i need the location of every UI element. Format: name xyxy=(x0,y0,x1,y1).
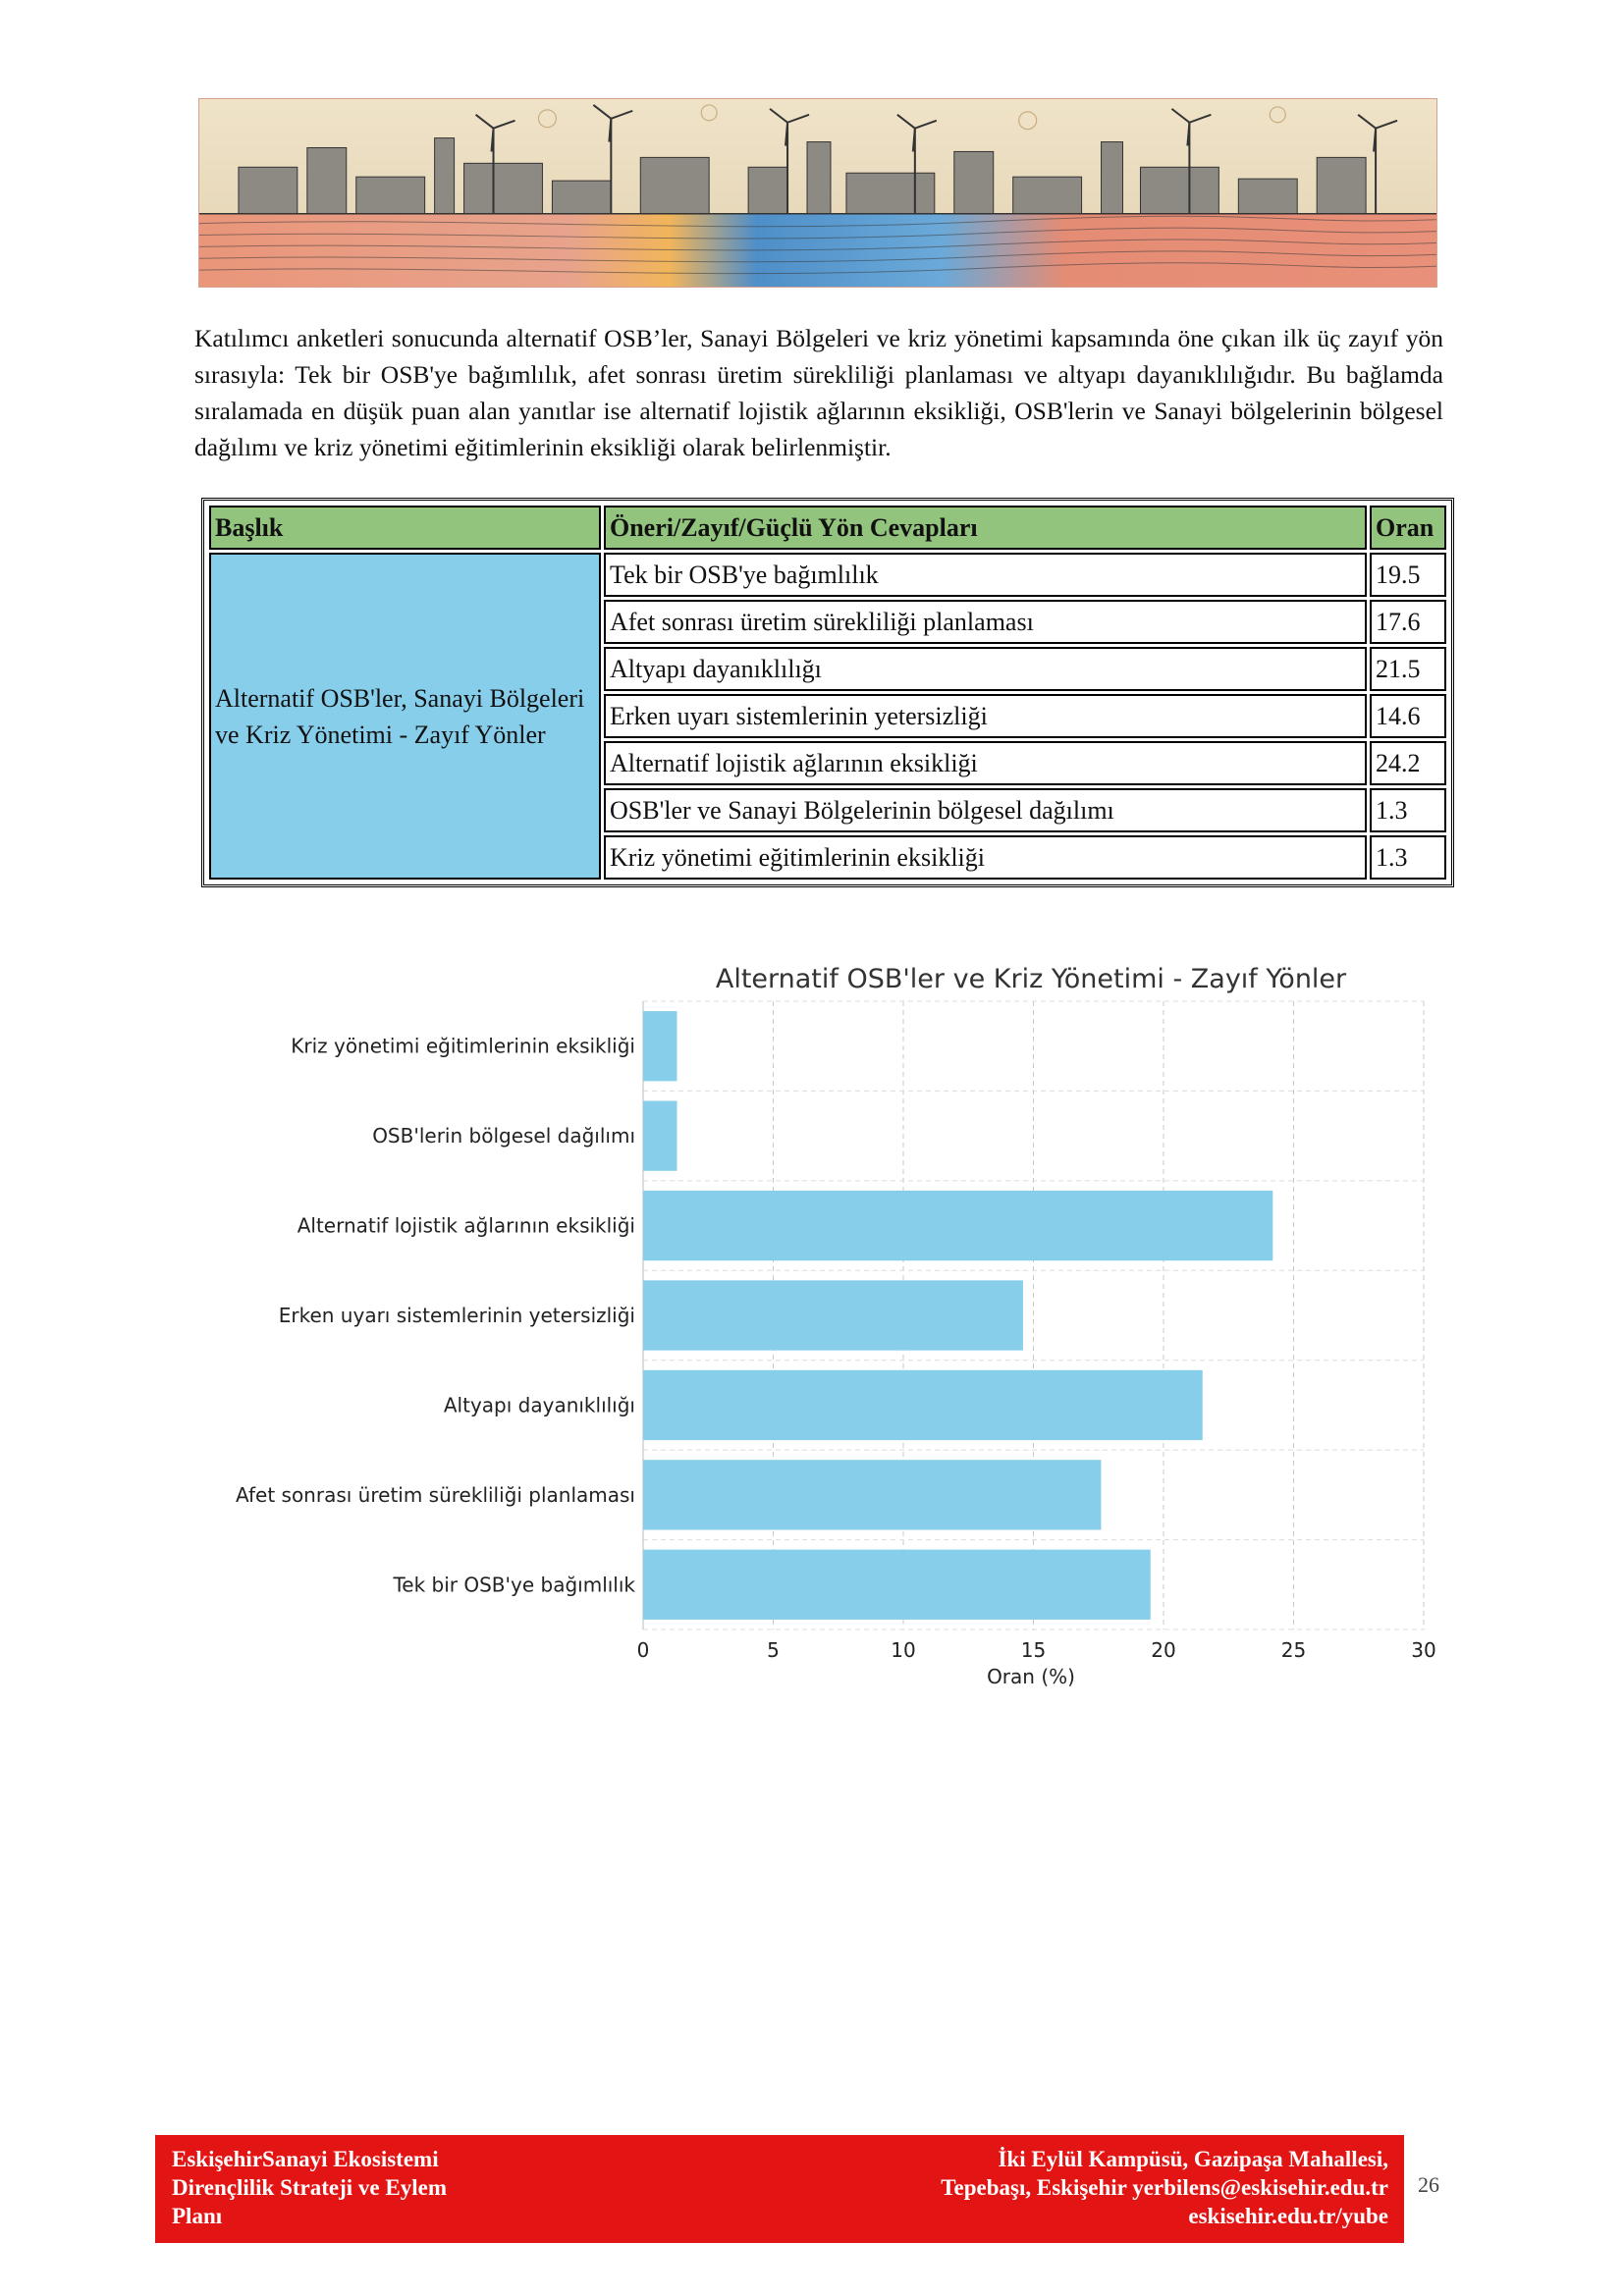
header-banner-illustration xyxy=(198,98,1437,288)
footer-address-line: İki Eylül Kampüsü, Gazipaşa Mahallesi, xyxy=(998,2147,1388,2171)
footer-org-line: Dirençlilik Strateji ve Eylem xyxy=(172,2175,447,2200)
footer-org-line: Planı xyxy=(172,2204,223,2228)
table-row xyxy=(209,553,1446,597)
bar xyxy=(643,1191,1272,1260)
y-tick-label: Altyapı dayanıklılığı xyxy=(443,1393,635,1417)
bar xyxy=(643,1370,1203,1440)
rate-cell: 1.3 xyxy=(1370,788,1446,832)
x-axis-label: Oran (%) xyxy=(987,1665,1075,1688)
footer-address xyxy=(839,2145,1388,2230)
bar xyxy=(643,1460,1101,1529)
rate-cell: 17.6 xyxy=(1370,600,1446,644)
y-tick-label: Afet sonrası üretim sürekliliği planlaması xyxy=(236,1482,635,1507)
weakness-bar-chart xyxy=(196,952,1443,1698)
x-tick-label: 5 xyxy=(767,1638,780,1662)
weakness-table xyxy=(201,498,1454,887)
rate-cell: 24.2 xyxy=(1370,741,1446,785)
bar xyxy=(643,1100,677,1170)
x-tick-label: 0 xyxy=(636,1638,650,1662)
answer-cell: OSB'ler ve Sanayi Bölgelerinin bölgesel dağılımı xyxy=(604,788,1367,832)
footer-address-line: Tepebaşı, Eskişehir yerbilens@eskisehir.edu.tr xyxy=(941,2175,1388,2200)
x-tick-label: 30 xyxy=(1411,1638,1436,1662)
y-tick-label: OSB'lerin bölgesel dağılımı xyxy=(372,1124,635,1148)
bar xyxy=(643,1011,677,1081)
y-tick-label: Kriz yönetimi eğitimlerinin eksikliği xyxy=(291,1034,635,1058)
table-header-row xyxy=(209,506,1446,550)
group-label-cell: Alternatif OSB'ler, Sanayi Bölgeleri ve Kriz Yönetimi - Zayıf Yönler xyxy=(209,553,601,880)
answer-cell: Tek bir OSB'ye bağımlılık xyxy=(604,553,1367,597)
intro-paragraph: Katılımcı anketleri sonucunda alternatif OSB’ler, Sanayi Bölgeleri ve kriz yönetimi kapsamında öne çıkan ilk üç zayıf yön sırasıyla: Tek bir OSB'ye bağımlılık, afet sonrası üretim sürekliliği planlaması ve altyapı dayanıklılığıdır. Bu bağlamda sıralamada en düşük puan alan yanıtlar ise alternatif lojistik ağlarının eksikliği, OSB'lerin ve Sanayi bölgelerinin bölgesel dağılımı ve kriz yönetimi eğitimlerinin eksikliği olarak belirlenmiştir. xyxy=(194,324,1443,461)
page-number: 26 xyxy=(1418,2172,1439,2197)
rate-cell: 19.5 xyxy=(1370,553,1446,597)
answer-cell: Afet sonrası üretim sürekliliği planlaması xyxy=(604,600,1367,644)
footer-website-link[interactable]: eskisehir.edu.tr/yube xyxy=(1188,2204,1388,2228)
chart-canvas xyxy=(196,952,1443,1698)
answer-cell: Alternatif lojistik ağlarının eksikliği xyxy=(604,741,1367,785)
answer-cell: Kriz yönetimi eğitimlerinin eksikliği xyxy=(604,835,1367,880)
page-footer xyxy=(155,2135,1404,2243)
header-rate: Oran xyxy=(1370,506,1446,550)
y-tick-label: Alternatif lojistik ağlarının eksikliği xyxy=(297,1213,635,1238)
footer-org-line: EskişehirSanayi Ekosistemi xyxy=(172,2147,439,2171)
x-tick-label: 10 xyxy=(891,1638,916,1662)
bar xyxy=(643,1550,1151,1620)
answer-cell: Erken uyarı sistemlerinin yetersizliği xyxy=(604,694,1367,738)
y-tick-label: Tek bir OSB'ye bağımlılık xyxy=(393,1573,635,1597)
header-answers: Öneri/Zayıf/Güçlü Yön Cevapları xyxy=(604,506,1367,550)
answer-cell: Altyapı dayanıklılığı xyxy=(604,647,1367,691)
y-tick-label: Erken uyarı sistemlerinin yetersizliği xyxy=(278,1304,635,1327)
x-tick-label: 20 xyxy=(1151,1638,1176,1662)
footer-org xyxy=(172,2145,506,2230)
x-tick-label: 15 xyxy=(1020,1638,1047,1662)
rate-cell: 1.3 xyxy=(1370,835,1446,880)
rate-cell: 21.5 xyxy=(1370,647,1446,691)
rate-cell: 14.6 xyxy=(1370,694,1446,738)
chart-title: Alternatif OSB'ler ve Kriz Yönetimi - Zayıf Yönler xyxy=(715,964,1347,994)
x-tick-label: 25 xyxy=(1280,1638,1307,1662)
header-title: Başlık xyxy=(209,506,601,550)
bar xyxy=(643,1280,1023,1350)
